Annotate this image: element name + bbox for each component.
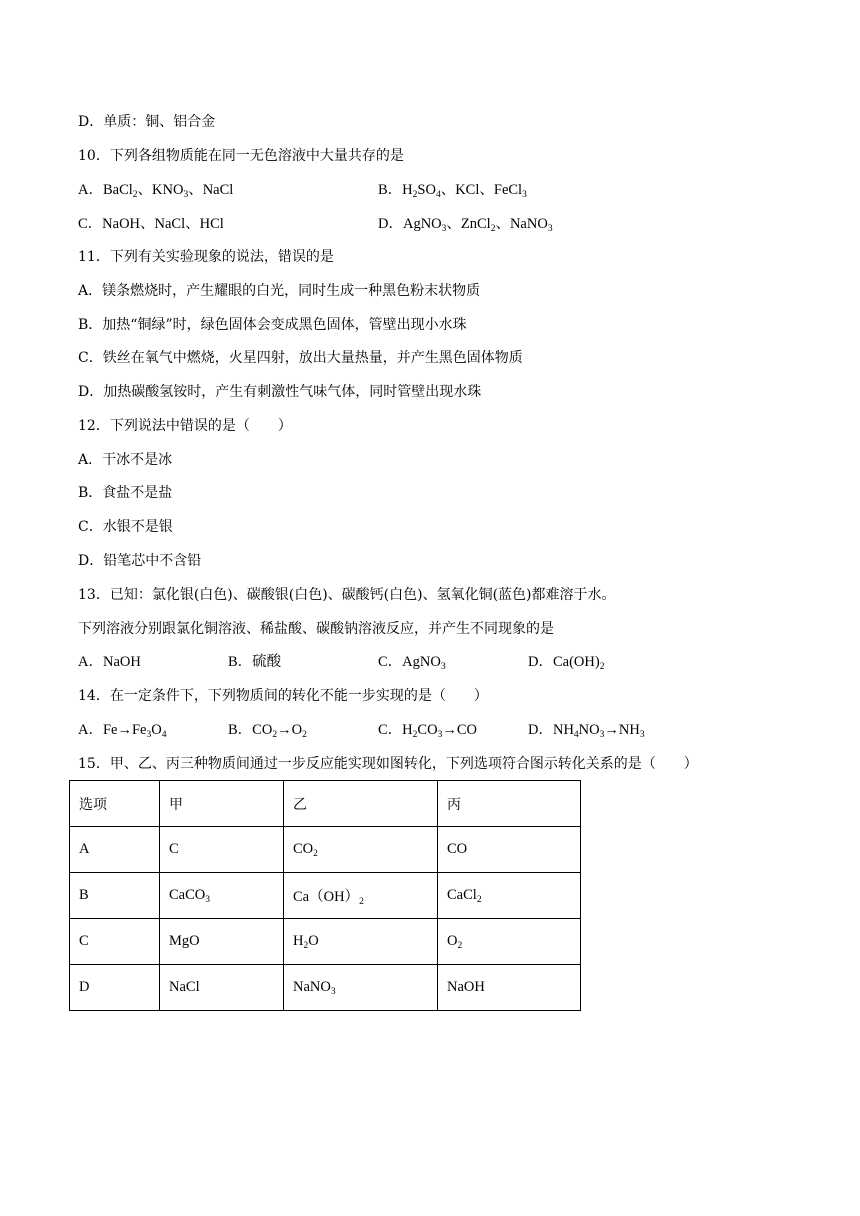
table-row [70, 965, 581, 1011]
q14-option-d: D．$NH_4NO_3\to NH_3$ [528, 722, 645, 740]
q10-stem: 10．下列各组物质能在同一无色溶液中大量共存的是 [78, 148, 404, 164]
table-cell: CO [438, 827, 581, 873]
q15-stem: 15．甲、乙、丙三种物质间通过一步反应能实现如图转化，下列选项符合图示转化关系的是（ ） [78, 756, 698, 772]
q13-stem-line1: 13．已知：氯化银(白色)、碳酸银(白色)、碳酸钙(白色)、氢氧化铜(蓝色)都难溶于水。 [78, 587, 616, 603]
q12-stem: 12．下列说法中错误的是（ ） [78, 418, 292, 434]
q11-option-c: C．铁丝在氧气中燃烧，火星四射，放出大量热量，并产生黑色固体物质 [78, 350, 523, 366]
q12-option-a: A．干冰不是冰 [78, 452, 173, 468]
q13-stem-line2: 下列溶液分别跟氯化铜溶液、稀盐酸、碳酸钠溶液反应，并产生不同现象的是 [78, 621, 554, 637]
table-row [70, 827, 581, 873]
table-cell: CaCl$_2$ [438, 873, 581, 919]
q10-option-b: B．$H_2SO_4$、KCl、FeCl$_3$ [378, 182, 527, 200]
q13-option-a: A．NaOH [78, 654, 141, 670]
q13-option-c: C．AgNO$_3$ [378, 654, 446, 672]
q10-option-a: A．BaCl$_2$、$KNO_3$、NaCl [78, 182, 234, 200]
table-cell: MgO [160, 919, 284, 965]
q14-option-a: A．$Fe\to Fe_3O_4$ [78, 722, 167, 740]
table-row [70, 873, 581, 919]
table-cell: NaNO$_3$ [284, 965, 438, 1011]
q9-option-d: D．单质：铜、铝合金 [78, 114, 216, 130]
q12-option-c: C．水银不是银 [78, 519, 173, 535]
table-cell: NaOH [438, 965, 581, 1011]
table-cell: $H_2O$ [284, 919, 438, 965]
table-cell: NaCl [160, 965, 284, 1011]
table-cell: C [70, 919, 160, 965]
header-cell-jia: 甲 [160, 781, 284, 827]
q10-option-d: D．AgNO$_3$、ZnCl$_2$、NaNO$_3$ [378, 216, 553, 234]
table-cell: D [70, 965, 160, 1011]
table-cell: $O_2$ [438, 919, 581, 965]
q14-option-c: C．$H_2CO_3\to CO$ [378, 722, 477, 740]
table-header-row [70, 781, 581, 827]
q10-option-c: C．NaOH、NaCl、HCl [78, 216, 224, 232]
q15-options-table [69, 780, 581, 1011]
header-cell-bing: 丙 [438, 781, 581, 827]
q13-option-d: D．$Ca(OH)_2$ [528, 654, 605, 672]
table-cell: A [70, 827, 160, 873]
table-cell: C [160, 827, 284, 873]
q11-option-b: B．加热“铜绿”时，绿色固体会变成黑色固体，管壁出现小水珠 [78, 317, 467, 333]
q14-option-b: B．$CO_2\to O_2$ [228, 722, 307, 740]
table-cell: B [70, 873, 160, 919]
q13-option-b: B．硫酸 [228, 654, 282, 670]
table-cell: $Ca(OH)_2$ [284, 873, 438, 919]
q12-option-d: D．铅笔芯中不含铅 [78, 553, 202, 569]
q14-stem: 14．在一定条件下，下列物质间的转化不能一步实现的是（ ） [78, 688, 488, 704]
q12-option-b: B．食盐不是盐 [78, 485, 173, 501]
header-cell-yi: 乙 [284, 781, 438, 827]
q11-option-d: D．加热碳酸氢铵时，产生有刺激性气味气体，同时管壁出现水珠 [78, 384, 482, 400]
q11-stem: 11．下列有关实验现象的说法，错误的是 [78, 249, 334, 265]
table-cell: CaCO$_3$ [160, 873, 284, 919]
q11-option-a: A．镁条燃烧时，产生耀眼的白光，同时生成一种黑色粉末状物质 [78, 283, 481, 299]
table-cell: $CO_2$ [284, 827, 438, 873]
header-cell-option: 选项 [70, 781, 160, 827]
table-row [70, 919, 581, 965]
